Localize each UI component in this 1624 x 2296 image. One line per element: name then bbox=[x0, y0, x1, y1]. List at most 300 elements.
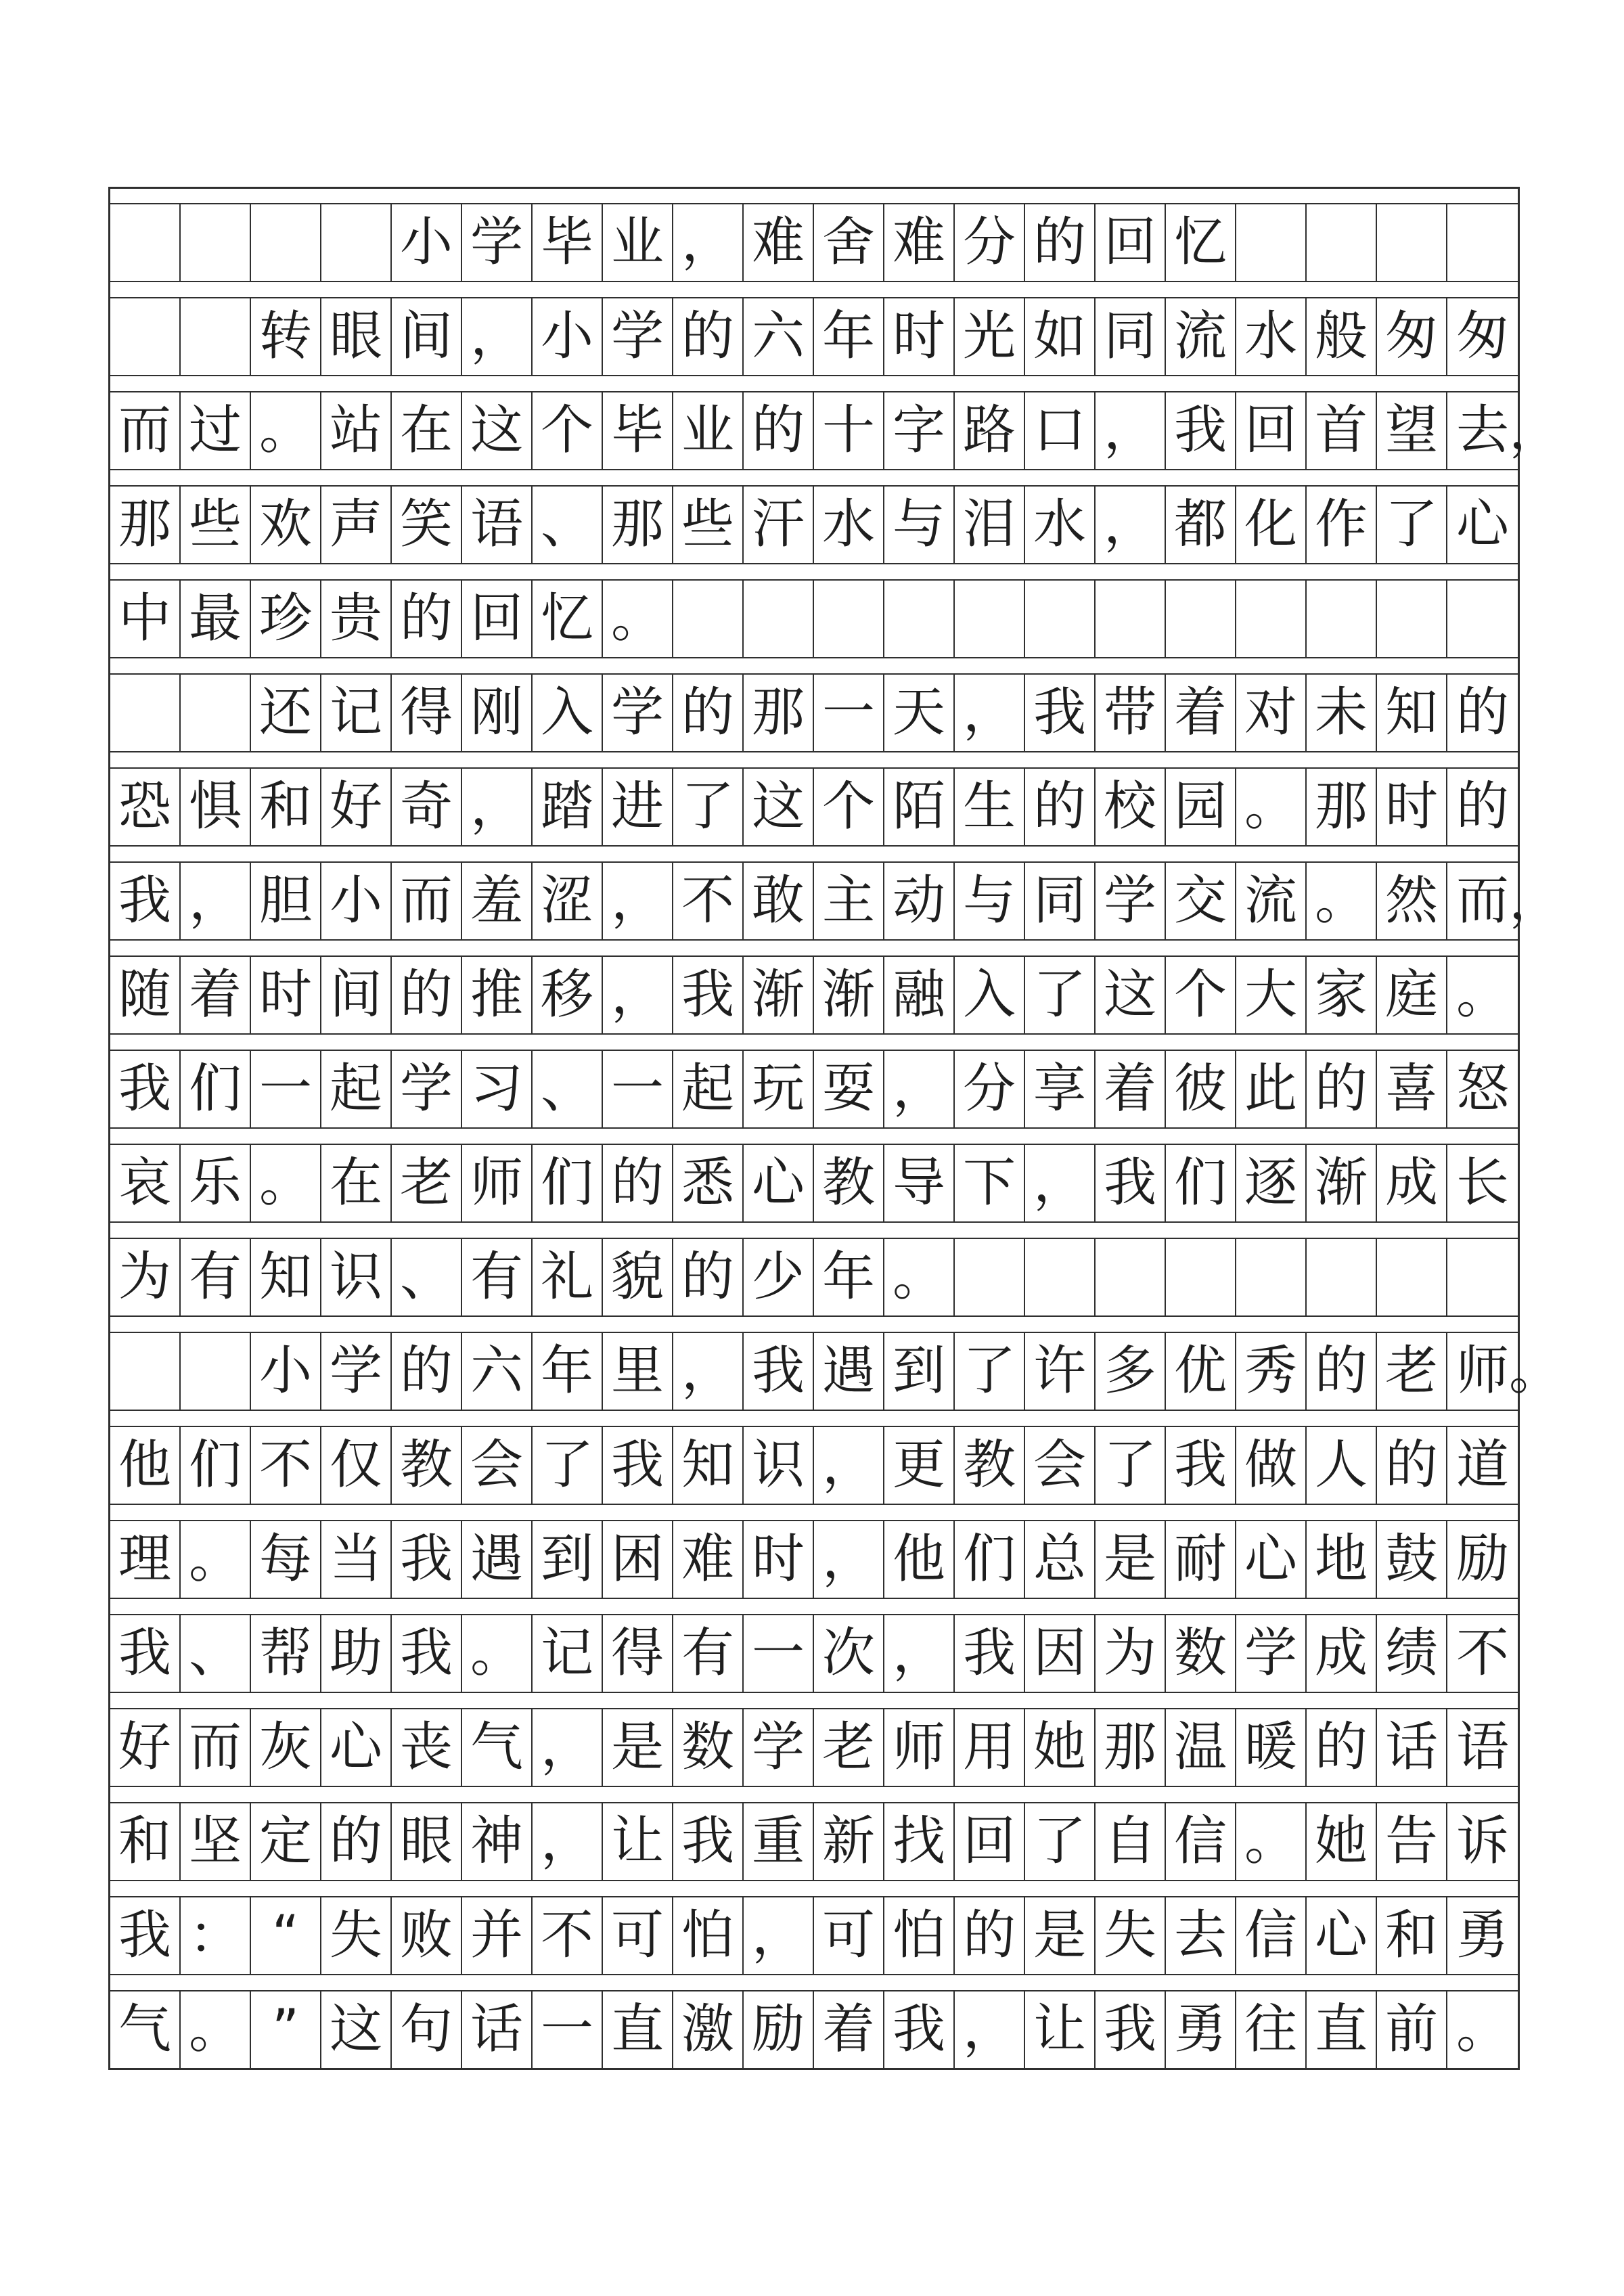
grid-cell: 做 bbox=[1236, 1427, 1307, 1504]
grid-cell: 师。 bbox=[1456, 1341, 1562, 1401]
grid-row bbox=[110, 281, 1518, 375]
grid-cell: 、 bbox=[392, 1239, 462, 1315]
grid-cell: 败 bbox=[392, 1897, 462, 1974]
grid-cell: 时 bbox=[884, 298, 955, 375]
grid-cell: 匆 bbox=[1377, 298, 1447, 375]
grid-cell: 的 bbox=[1456, 776, 1509, 837]
grid-cell: 享 bbox=[1025, 1051, 1096, 1127]
grid-cell: 因 bbox=[1025, 1615, 1096, 1692]
grid-cell: 心 bbox=[1307, 1897, 1377, 1974]
grid-cell: 在 bbox=[392, 392, 462, 469]
grid-cell: 有 bbox=[462, 1239, 533, 1315]
grid-cell: 教 bbox=[814, 1145, 884, 1221]
row-spacer-strip bbox=[110, 1410, 1518, 1427]
grid-cell: 渐 bbox=[814, 957, 884, 1033]
grid-cell: 更 bbox=[884, 1427, 955, 1504]
grid-cell: 自 bbox=[1096, 1803, 1166, 1880]
row-spacer-strip bbox=[110, 469, 1518, 487]
grid-cell: 眼 bbox=[392, 1803, 462, 1880]
grid-cell: 着 bbox=[814, 1991, 884, 2068]
grid-row bbox=[110, 939, 1518, 1033]
grid-cell: 不 bbox=[1456, 1623, 1509, 1684]
grid-cell: 助 bbox=[321, 1615, 392, 1692]
grid-cell: 是 bbox=[1025, 1897, 1096, 1974]
grid-cell: 的 bbox=[392, 1333, 462, 1410]
grid-cell: 。 bbox=[462, 1615, 533, 1692]
row-spacer-strip bbox=[110, 1880, 1518, 1897]
grid-cell: 时 bbox=[744, 1521, 814, 1598]
grid-cell: 这 bbox=[462, 392, 533, 469]
grid-cell: 此 bbox=[1236, 1051, 1307, 1127]
row-cells bbox=[110, 1051, 1518, 1127]
grid-cell: 理 bbox=[110, 1521, 181, 1598]
grid-cell: ， bbox=[603, 957, 673, 1033]
grid-cell: 我 bbox=[110, 1897, 181, 1974]
grid-cell: 逐 bbox=[1236, 1145, 1307, 1221]
grid-cell: 学 bbox=[462, 204, 533, 281]
grid-cell: 的 bbox=[673, 1239, 744, 1315]
grid-cell: 着 bbox=[1166, 675, 1236, 751]
grid-cell: 难 bbox=[884, 204, 955, 281]
empty-grid-cell bbox=[884, 581, 955, 657]
grid-cell: 前 bbox=[1377, 1991, 1447, 2068]
grid-cell: 失 bbox=[321, 1897, 392, 1974]
grid-cell: 道 bbox=[1456, 1435, 1509, 1495]
grid-cell: 的 bbox=[321, 1803, 392, 1880]
grid-cell: 当 bbox=[321, 1521, 392, 1598]
grid-cell: 新 bbox=[814, 1803, 884, 1880]
grid-cell: 了 bbox=[1377, 487, 1447, 563]
row-cells bbox=[110, 1333, 1562, 1410]
grid-cell: 这 bbox=[1096, 957, 1166, 1033]
grid-cell: 分 bbox=[955, 204, 1025, 281]
grid-cell: 个 bbox=[814, 769, 884, 845]
grid-cell: 这 bbox=[321, 1991, 392, 2068]
grid-cell: 们 bbox=[181, 1427, 251, 1504]
empty-grid-cell bbox=[955, 1239, 1025, 1315]
grid-cell: 小 bbox=[321, 863, 392, 939]
grid-cell: 直 bbox=[603, 1991, 673, 2068]
grid-cell: 有 bbox=[673, 1615, 744, 1692]
grid-cell: 汗 bbox=[744, 487, 814, 563]
grid-cell: 好 bbox=[321, 769, 392, 845]
grid-cell: 分 bbox=[955, 1051, 1025, 1127]
grid-cell: 的 bbox=[392, 957, 462, 1033]
grid-cell: 的 bbox=[1377, 1427, 1447, 1504]
empty-grid-cell bbox=[321, 204, 392, 281]
empty-grid-cell bbox=[1447, 581, 1518, 657]
grid-cell: 望 bbox=[1377, 392, 1447, 469]
grid-cell: 小 bbox=[251, 1333, 321, 1410]
grid-cell: 踏 bbox=[533, 769, 603, 845]
grid-cell: 老 bbox=[814, 1709, 884, 1786]
title-row bbox=[110, 187, 1518, 281]
grid-cell: 往 bbox=[1236, 1991, 1307, 2068]
row-cells bbox=[110, 1145, 1518, 1221]
grid-cell: 水 bbox=[1236, 298, 1307, 375]
grid-cell: “ bbox=[251, 1897, 321, 1974]
empty-grid-cell bbox=[1377, 1239, 1447, 1315]
grid-cell: 里 bbox=[603, 1333, 673, 1410]
grid-row bbox=[110, 1786, 1518, 1880]
grid-cell: 年 bbox=[814, 298, 884, 375]
grid-cell: 学 bbox=[392, 1051, 462, 1127]
grid-cell: 学 bbox=[1236, 1615, 1307, 1692]
grid-cell: 那 bbox=[603, 487, 673, 563]
grid-row bbox=[110, 1410, 1518, 1504]
grid-cell: 与 bbox=[955, 863, 1025, 939]
grid-cell: 记 bbox=[321, 675, 392, 751]
grid-cell: 会 bbox=[1025, 1427, 1096, 1504]
row-spacer-strip bbox=[110, 1974, 1518, 1991]
grid-cell: 的 bbox=[603, 1145, 673, 1221]
grid-cell: 和 bbox=[110, 1803, 181, 1880]
grid-cell: 教 bbox=[955, 1427, 1025, 1504]
grid-cell: 为 bbox=[110, 1239, 181, 1315]
grid-cell: 学 bbox=[744, 1709, 814, 1786]
grid-cell: 告 bbox=[1377, 1803, 1447, 1880]
grid-cell: 我 bbox=[884, 1991, 955, 2068]
row-spacer-strip bbox=[110, 939, 1518, 957]
row-spacer-strip bbox=[110, 1504, 1518, 1521]
grid-cell: 年 bbox=[533, 1333, 603, 1410]
grid-cell: 数 bbox=[673, 1709, 744, 1786]
grid-cell: 路 bbox=[955, 392, 1025, 469]
grid-cell: 们 bbox=[533, 1145, 603, 1221]
row-cells bbox=[110, 1897, 1518, 1974]
grid-cell: 语 bbox=[462, 487, 533, 563]
grid-cell: 欢 bbox=[251, 487, 321, 563]
grid-cell: 羞 bbox=[462, 863, 533, 939]
grid-cell: 气 bbox=[462, 1709, 533, 1786]
empty-grid-cell bbox=[110, 298, 181, 375]
grid-cell: 许 bbox=[1025, 1333, 1096, 1410]
grid-cell: 励 bbox=[1456, 1529, 1509, 1590]
grid-cell: 胆 bbox=[251, 863, 321, 939]
grid-cell: 年 bbox=[814, 1239, 884, 1315]
grid-cell: 知 bbox=[251, 1239, 321, 1315]
grid-cell: 。 bbox=[1456, 1999, 1509, 2060]
grid-cell: 仅 bbox=[321, 1427, 392, 1504]
empty-grid-cell bbox=[1025, 1239, 1096, 1315]
grid-cell: 为 bbox=[1096, 1615, 1166, 1692]
grid-cell: 渐 bbox=[1307, 1145, 1377, 1221]
grid-cell: 信 bbox=[1236, 1897, 1307, 1974]
grid-cell: 回 bbox=[955, 1803, 1025, 1880]
empty-grid-cell bbox=[181, 675, 251, 751]
grid-cell: 些 bbox=[181, 487, 251, 563]
grid-cell: 乐 bbox=[181, 1145, 251, 1221]
grid-cell: 贵 bbox=[321, 581, 392, 657]
row-cells bbox=[110, 1615, 1518, 1692]
grid-cell: 了 bbox=[1025, 1803, 1096, 1880]
grid-cell: 。 bbox=[251, 1145, 321, 1221]
grid-cell: ， bbox=[955, 675, 1025, 751]
grid-cell: 还 bbox=[251, 675, 321, 751]
grid-cell: 神 bbox=[462, 1803, 533, 1880]
grid-cell: 勇 bbox=[1166, 1991, 1236, 2068]
grid-cell: 语 bbox=[1456, 1717, 1509, 1778]
grid-cell: 般 bbox=[1307, 298, 1377, 375]
grid-cell: 我 bbox=[603, 1427, 673, 1504]
grid-row bbox=[110, 751, 1518, 845]
grid-cell: 老 bbox=[392, 1145, 462, 1221]
grid-cell: ， bbox=[814, 1521, 884, 1598]
grid-cell: 的 bbox=[1456, 682, 1509, 743]
grid-cell: 转 bbox=[251, 298, 321, 375]
grid-cell: 心 bbox=[321, 1709, 392, 1786]
grid-cell: ， bbox=[462, 769, 533, 845]
grid-cell: 毕 bbox=[603, 392, 673, 469]
grid-cell: 校 bbox=[1096, 769, 1166, 845]
grid-cell: 我 bbox=[1166, 1427, 1236, 1504]
grid-cell: 一 bbox=[533, 1991, 603, 2068]
grid-cell: ， bbox=[884, 1615, 955, 1692]
grid-cell: 小 bbox=[392, 204, 462, 281]
grid-cell: 刚 bbox=[462, 675, 533, 751]
grid-cell: 都 bbox=[1166, 487, 1236, 563]
grid-cell: 我 bbox=[392, 1521, 462, 1598]
grid-cell: 鼓 bbox=[1377, 1521, 1447, 1598]
empty-grid-cell bbox=[1377, 204, 1447, 281]
grid-cell: 眼 bbox=[321, 298, 392, 375]
empty-grid-cell bbox=[181, 298, 251, 375]
grid-cell: 业 bbox=[603, 204, 673, 281]
grid-cell: 坚 bbox=[181, 1803, 251, 1880]
grid-cell: ， bbox=[1096, 392, 1166, 469]
grid-cell: 遇 bbox=[814, 1333, 884, 1410]
grid-cell: 难 bbox=[673, 1521, 744, 1598]
grid-cell: 成 bbox=[1307, 1615, 1377, 1692]
grid-cell: 、 bbox=[181, 1615, 251, 1692]
grid-cell: 他 bbox=[110, 1427, 181, 1504]
grid-cell: 个 bbox=[533, 392, 603, 469]
grid-cell: 与 bbox=[884, 487, 955, 563]
grid-cell: 次 bbox=[814, 1615, 884, 1692]
grid-cell: ， bbox=[673, 204, 744, 281]
grid-cell: 未 bbox=[1307, 675, 1377, 751]
grid-cell: 困 bbox=[603, 1521, 673, 1598]
grid-cell: 识 bbox=[321, 1239, 392, 1315]
grid-cell: 灰 bbox=[251, 1709, 321, 1786]
grid-cell: 作 bbox=[1307, 487, 1377, 563]
grid-row bbox=[110, 375, 1562, 469]
grid-cell: 庭 bbox=[1377, 957, 1447, 1033]
grid-cell: 学 bbox=[603, 675, 673, 751]
grid-cell: 教 bbox=[392, 1427, 462, 1504]
empty-grid-cell bbox=[110, 204, 181, 281]
grid-cell: 定 bbox=[251, 1803, 321, 1880]
row-cells bbox=[110, 675, 1518, 751]
grid-cell: 了 bbox=[1025, 957, 1096, 1033]
row-cells bbox=[110, 1803, 1518, 1880]
grid-cell: 水 bbox=[814, 487, 884, 563]
grid-cell: 这 bbox=[744, 769, 814, 845]
grid-cell: 笑 bbox=[392, 487, 462, 563]
grid-cell: 如 bbox=[1025, 298, 1096, 375]
grid-cell: 字 bbox=[884, 392, 955, 469]
grid-cell: 励 bbox=[744, 1991, 814, 2068]
row-spacer-strip bbox=[110, 1692, 1518, 1709]
row-cells bbox=[110, 957, 1518, 1033]
grid-cell: 去 bbox=[1166, 1897, 1236, 1974]
grid-cell: ， bbox=[673, 1333, 744, 1410]
grid-cell: 十 bbox=[814, 392, 884, 469]
grid-cell: 怕 bbox=[673, 1897, 744, 1974]
grid-cell: 口 bbox=[1025, 392, 1096, 469]
grid-cell: 诉 bbox=[1456, 1811, 1509, 1872]
grid-cell: 融 bbox=[884, 957, 955, 1033]
grid-cell: 知 bbox=[673, 1427, 744, 1504]
grid-cell: 我 bbox=[1096, 1991, 1166, 2068]
grid-cell: 大 bbox=[1236, 957, 1307, 1033]
grid-cell: 和 bbox=[251, 769, 321, 845]
grid-cell: 。 bbox=[181, 1521, 251, 1598]
empty-grid-cell bbox=[1166, 1239, 1236, 1315]
grid-cell: 而 bbox=[181, 1709, 251, 1786]
grid-cell: 光 bbox=[955, 298, 1025, 375]
grid-cell: 话 bbox=[1377, 1709, 1447, 1786]
grid-cell: 的 bbox=[1307, 1333, 1377, 1410]
grid-cell: 哀 bbox=[110, 1145, 181, 1221]
grid-cell: 不 bbox=[533, 1897, 603, 1974]
grid-cell: 的 bbox=[1025, 204, 1096, 281]
grid-cell: 小 bbox=[533, 298, 603, 375]
grid-cell: 他 bbox=[884, 1521, 955, 1598]
grid-cell: 长 bbox=[1456, 1152, 1509, 1213]
grid-cell: 信 bbox=[1166, 1803, 1236, 1880]
empty-grid-cell bbox=[1025, 581, 1096, 657]
grid-cell: 遇 bbox=[462, 1521, 533, 1598]
grid-cell: 导 bbox=[884, 1145, 955, 1221]
grid-cell: 主 bbox=[814, 863, 884, 939]
grid-cell: 们 bbox=[181, 1051, 251, 1127]
row-spacer-strip bbox=[110, 657, 1518, 675]
grid-cell: ， bbox=[533, 1803, 603, 1880]
grid-row bbox=[110, 1315, 1562, 1410]
grid-cell: 交 bbox=[1166, 863, 1236, 939]
empty-grid-cell bbox=[1307, 1239, 1377, 1315]
grid-cell: 一 bbox=[603, 1051, 673, 1127]
grid-cell: 化 bbox=[1236, 487, 1307, 563]
grid-cell: 六 bbox=[462, 1333, 533, 1410]
empty-grid-cell bbox=[1307, 204, 1377, 281]
grid-cell: 貌 bbox=[603, 1239, 673, 1315]
grid-row bbox=[110, 845, 1562, 939]
grid-cell: 找 bbox=[884, 1803, 955, 1880]
empty-grid-cell bbox=[955, 581, 1025, 657]
grid-cell: 习 bbox=[462, 1051, 533, 1127]
grid-cell: 舍 bbox=[814, 204, 884, 281]
grid-cell: 让 bbox=[603, 1803, 673, 1880]
row-cells bbox=[110, 1427, 1518, 1504]
empty-grid-cell bbox=[1447, 1239, 1518, 1315]
grid-cell: 在 bbox=[321, 1145, 392, 1221]
grid-row bbox=[110, 1598, 1518, 1692]
grid-cell: 、 bbox=[533, 1051, 603, 1127]
grid-cell: 丧 bbox=[392, 1709, 462, 1786]
row-spacer-strip bbox=[110, 1221, 1518, 1239]
grid-cell: 的 bbox=[1307, 1709, 1377, 1786]
grid-cell: 。 bbox=[603, 581, 673, 657]
empty-grid-cell bbox=[110, 1333, 181, 1410]
row-spacer-strip bbox=[110, 563, 1518, 581]
grid-cell: 的 bbox=[744, 392, 814, 469]
grid-cell: 可 bbox=[603, 1897, 673, 1974]
empty-grid-cell bbox=[673, 581, 744, 657]
grid-cell: 同 bbox=[1025, 863, 1096, 939]
grid-cell: 然 bbox=[1377, 863, 1447, 939]
grid-cell: 得 bbox=[392, 675, 462, 751]
row-cells bbox=[110, 581, 1518, 657]
row-cells bbox=[110, 769, 1518, 845]
grid-cell: 忆 bbox=[1166, 204, 1236, 281]
row-cells bbox=[110, 298, 1518, 375]
grid-cell: 家 bbox=[1307, 957, 1377, 1033]
empty-grid-cell bbox=[1096, 1239, 1166, 1315]
grid-cell: 回 bbox=[1236, 392, 1307, 469]
grid-cell: 优 bbox=[1166, 1333, 1236, 1410]
grid-cell: 了 bbox=[673, 769, 744, 845]
grid-cell: 业 bbox=[673, 392, 744, 469]
grid-cell: 是 bbox=[1096, 1521, 1166, 1598]
grid-row bbox=[110, 657, 1518, 751]
grid-cell: 陌 bbox=[884, 769, 955, 845]
grid-cell: 是 bbox=[603, 1709, 673, 1786]
grid-cell: 的 bbox=[1025, 769, 1096, 845]
grid-cell: 她 bbox=[1025, 1709, 1096, 1786]
grid-cell: ， bbox=[814, 1427, 884, 1504]
grid-cell: 站 bbox=[321, 392, 392, 469]
grid-cell: 。 bbox=[884, 1239, 955, 1315]
empty-grid-cell bbox=[1236, 1239, 1307, 1315]
grid-row bbox=[110, 1127, 1518, 1221]
grid-cell: 随 bbox=[110, 957, 181, 1033]
grid-cell: ： bbox=[181, 1897, 251, 1974]
grid-cell: 怒 bbox=[1456, 1058, 1509, 1119]
grid-cell: 们 bbox=[1166, 1145, 1236, 1221]
grid-cell: 。 bbox=[181, 1991, 251, 2068]
grid-cell: 玩 bbox=[744, 1051, 814, 1127]
grid-cell: 过 bbox=[181, 392, 251, 469]
grid-cell: 而 bbox=[110, 392, 181, 469]
grid-cell: 暖 bbox=[1236, 1709, 1307, 1786]
grid-cell: 流 bbox=[1236, 863, 1307, 939]
grid-row bbox=[110, 1880, 1518, 1974]
row-spacer-strip bbox=[110, 1786, 1518, 1803]
writing-grid bbox=[108, 187, 1562, 2070]
grid-cell: 些 bbox=[673, 487, 744, 563]
grid-cell: 起 bbox=[321, 1051, 392, 1127]
grid-cell: 句 bbox=[392, 1991, 462, 2068]
grid-cell: 水 bbox=[1025, 487, 1096, 563]
grid-cell: 那 bbox=[110, 487, 181, 563]
grid-cell: 六 bbox=[744, 298, 814, 375]
grid-cell: 和 bbox=[1377, 1897, 1447, 1974]
grid-cell: 她 bbox=[1307, 1803, 1377, 1880]
grid-cell: 记 bbox=[533, 1615, 603, 1692]
grid-cell: 不 bbox=[251, 1427, 321, 1504]
row-spacer-strip bbox=[110, 281, 1518, 298]
grid-cell: 去， bbox=[1456, 400, 1562, 461]
grid-cell: 心 bbox=[1456, 494, 1509, 555]
grid-cell: 间 bbox=[321, 957, 392, 1033]
grid-cell: 可 bbox=[814, 1897, 884, 1974]
grid-cell: 忆 bbox=[533, 581, 603, 657]
row-spacer-strip bbox=[110, 375, 1518, 392]
grid-cell: 会 bbox=[462, 1427, 533, 1504]
grid-cell: 我 bbox=[1025, 675, 1096, 751]
